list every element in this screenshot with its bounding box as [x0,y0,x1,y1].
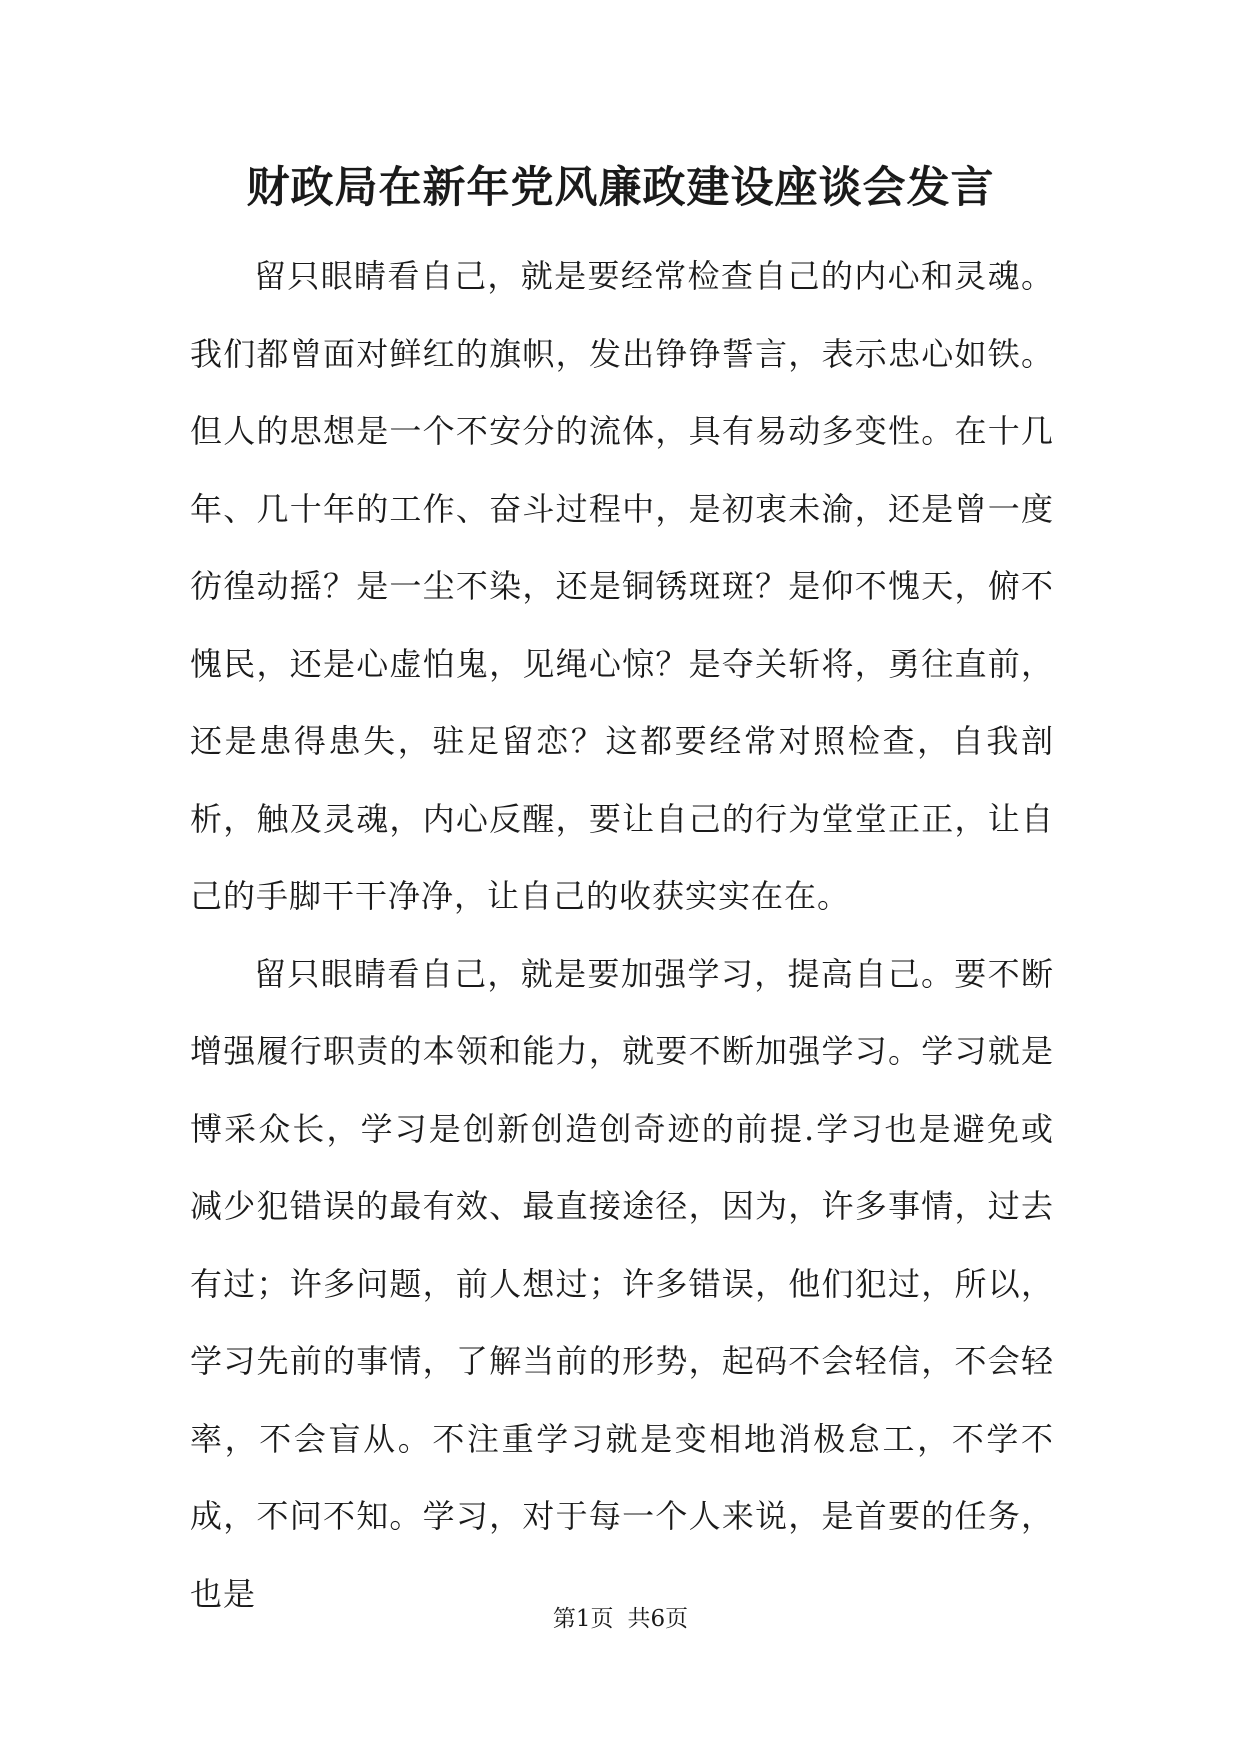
page-footer [0,1604,1241,1634]
paragraph-2: 留只眼睛看自己，就是要加强学习，提高自己。要不断增强履行职责的本领和能力，就要不断加强学习。学习就是博采众长，学习是创新创造创奇迹的前提.学习也是避免或减少犯错误的最有效、最直接途径，因为，许多事情，过去有过；许多问题，前人想过；许多错误，他们犯过，所以，学习先前的事情，了解当前的形势，起码不会轻信，不会轻率，不会盲从。不注重学习就是变相地消极怠工，不学不成，不问不知。学习，对于每一个人来说，是首要的任务，也是 [190,954,1054,1613]
document-title: 财政局在新年党风廉政建设座谈会发言 [246,163,995,213]
page-number: 第1页 [552,1606,614,1632]
page-total: 共6页 [627,1606,689,1632]
document-body [190,238,1054,1633]
paragraph-1: 留只眼睛看自己，就是要经常检查自己的内心和灵魂。我们都曾面对鲜红的旗帜，发出铮铮誓言，表示忠心如铁。但人的思想是一个不安分的流体，具有易动多变性。在十几年、几十年的工作、奋斗过程中，是初衷未渝，还是曾一度彷徨动摇？是一尘不染，还是铜锈斑斑？是仰不愧天，俯不愧民，还是心虚怕鬼，见绳心惊？是夺关斩将，勇往直前，还是患得患失，驻足留恋？这都要经常对照检查，自我剖析，触及灵魂，内心反醒，要让自己的行为堂堂正正，让自己的手脚干干净净，让自己的收获实实在在。 [190,257,1054,915]
